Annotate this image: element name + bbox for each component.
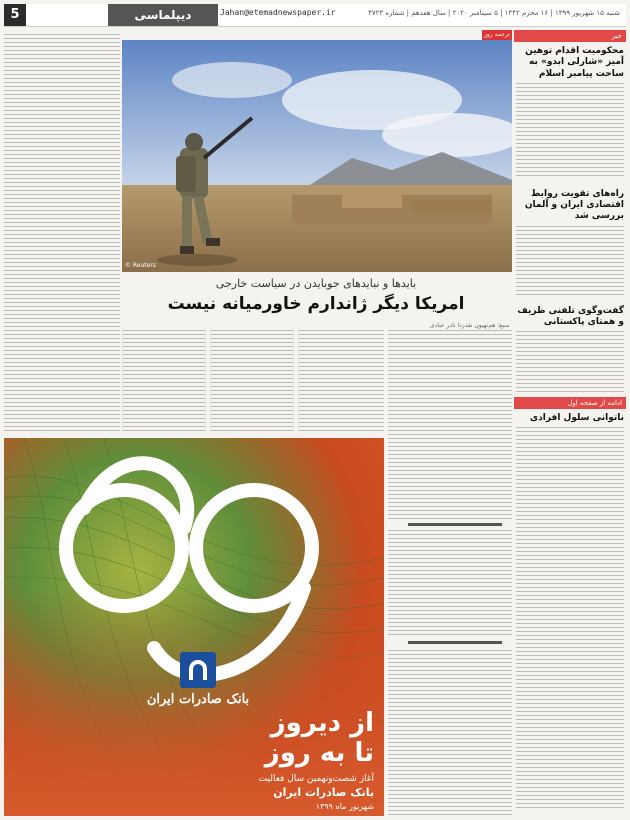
news-headline-1: محکومیت اقدام توهین آمیز «شارلی ابدو» به ساحت پیامبر اسلام [525, 46, 624, 79]
ad-sub-line-1: آغاز شصت‌ونهمین سال فعالیت [258, 774, 374, 784]
ad-slogan-line-1: از دیروز [270, 708, 374, 738]
news-headline-2: راه‌های تقویت روابط اقتصادی ایران و آلمان بررسی شد [524, 188, 624, 222]
ad-slogan-line-2: تا به روز [264, 738, 374, 768]
subheading-mark [388, 520, 512, 529]
subheading-mark [388, 638, 512, 647]
contact-email[interactable]: Jahan@etemadnewspaper.ir [220, 8, 336, 17]
ad-sub-line-2: بانک صادرات ایران [273, 786, 374, 799]
story-body-col-1 [122, 330, 206, 434]
continued-band: ادامه از صفحه اول [514, 397, 626, 409]
left-column-text [4, 34, 120, 434]
soldier-photo [122, 40, 512, 272]
story-body-col-2 [210, 330, 294, 434]
story-kicker: بایدها و نبایدهای جوبایدن در سیاست خارجی [215, 277, 417, 290]
news-body-1 [516, 83, 624, 179]
news-body-3 [516, 331, 624, 393]
ad-date-line: شهریور ماه ۱۳۹۹ [315, 802, 374, 811]
section-title: دیپلماسی [108, 4, 218, 26]
page-header [4, 4, 626, 27]
story-headline: امریکا دیگر ژاندارم خاورمیانه نیست [167, 294, 465, 314]
news-band: خبر [514, 30, 626, 42]
story-tag: ترجمه روز [482, 30, 512, 40]
news-body-2 [516, 226, 624, 296]
story-body-col-3 [298, 330, 384, 434]
story-byline: منبع: هم‌نهیون نقدزدا نادر عبادی [430, 322, 510, 329]
issue-line: شنبه ۱۵ شهریور ۱۳۹۹ | ۱۶ محرم ۱۴۴۲ | ۵ سپتامبر ۲۰۲۰ | سال هفدهم | شماره ۴۷۲۴ [368, 9, 620, 17]
right-news-column [514, 30, 626, 816]
story-body-col-4 [388, 330, 512, 816]
photo-illustration [122, 40, 512, 272]
news-headline-4: ناتوانی سلول افرادی [529, 413, 624, 423]
page-number: 5 [4, 4, 26, 26]
news-headline-3: گفت‌وگوی تلفنی ظریف و همتای پاکستانی [517, 305, 624, 327]
news-body-4 [516, 427, 624, 811]
bank-advertisement [4, 438, 384, 816]
photo-credit: © Reuters [125, 262, 156, 269]
bank-logo-icon [180, 652, 216, 688]
ad-bank-name: بانک صادرات ایران [146, 692, 250, 707]
